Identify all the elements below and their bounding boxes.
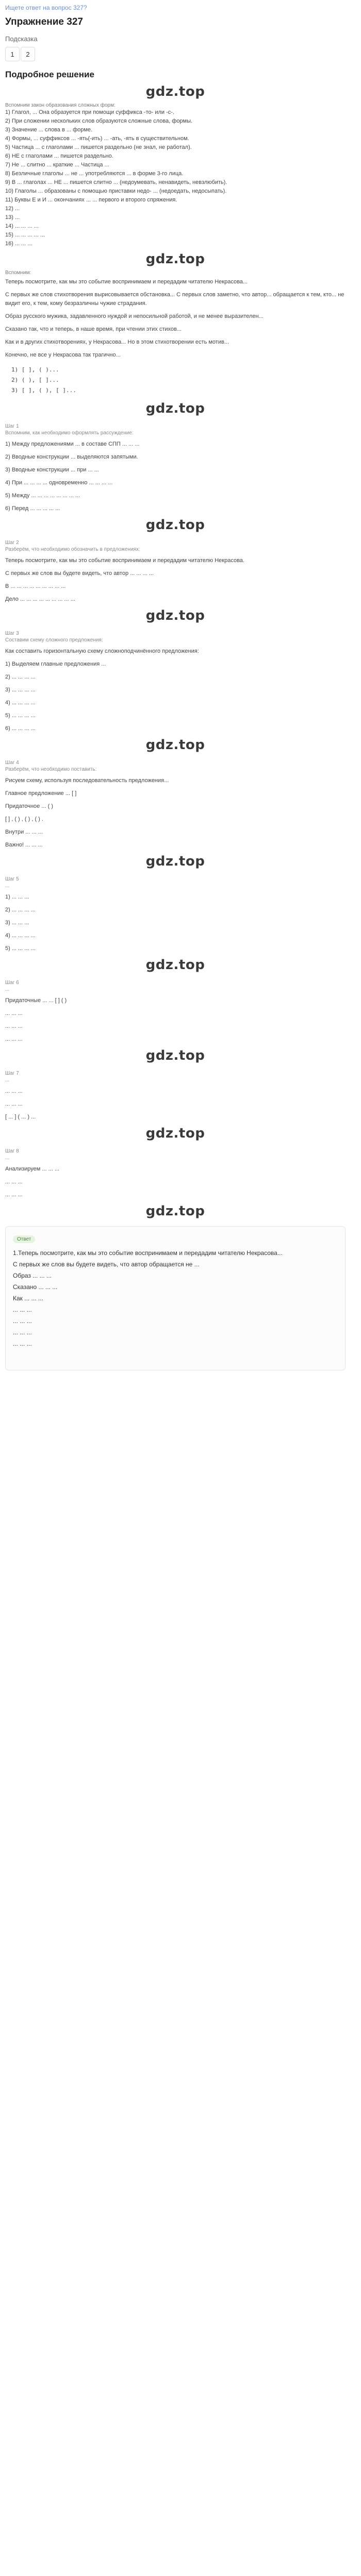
step-paragraph: Анализируем ... ... ... xyxy=(5,1166,60,1172)
rule-line: 15) ... ... ... ... ... xyxy=(5,232,45,238)
step-label: Шаг 5 xyxy=(5,876,19,882)
step-paragraph: ... ... ... xyxy=(5,1179,23,1185)
scheme-line: 3) [ ], ( ), [ ]... xyxy=(11,387,76,394)
step-paragraph: ... ... ... xyxy=(5,1088,23,1094)
paragraph: Образ русского мужика, задавленного нуждой и непосильной работой, и не менее выразителен... xyxy=(5,313,264,319)
rule-line: 7) Не ... слитно ... краткие ... Частица ... xyxy=(5,162,109,168)
rule-line: 13) ... xyxy=(5,214,20,221)
part2-kicker: Вспомним: xyxy=(5,270,31,276)
watermark: gdz.top xyxy=(145,737,205,753)
step-paragraph: 1) ... ... ... xyxy=(5,894,29,900)
step-paragraph: Главное предложение ... [ ] xyxy=(5,790,77,796)
step-paragraph: В ... ... ... ... ... ... ... ... ... xyxy=(5,583,66,589)
answer-box xyxy=(5,1226,346,1370)
step-heading: ... xyxy=(5,1155,10,1161)
step-block xyxy=(5,631,346,753)
step-heading: Разберём, что необходимо обозначить в предложениях: xyxy=(5,547,140,552)
step-paragraph: [ ... ] ( ... ) ... xyxy=(5,1114,36,1120)
answer-lines xyxy=(13,1247,338,1349)
step-block xyxy=(5,1071,346,1141)
step-heading: Разберём, что необходимо поставить: xyxy=(5,767,97,772)
step-paragraph: ... ... ... xyxy=(5,1010,23,1016)
step-paragraph: Важно! ... ... ... xyxy=(5,842,43,848)
watermark: gdz.top xyxy=(145,1126,205,1141)
step-paragraph: 1) Выделяем главные предложения ... xyxy=(5,661,106,667)
step-block xyxy=(5,1148,346,1219)
hint-label: Подсказка xyxy=(5,35,38,43)
step-heading: ... xyxy=(5,987,10,992)
rule-line: 1) Глагол, ... Она образуется при помощи суффикса -то- или -с-. xyxy=(5,109,174,115)
part2-paras xyxy=(5,278,346,396)
page-title: Упражнение 327 xyxy=(5,16,83,27)
step-paragraph: Внутри ... ... ... xyxy=(5,829,43,835)
step-paragraph: 4) ... ... ... ... xyxy=(5,700,36,706)
watermark: gdz.top xyxy=(145,608,205,623)
scheme-line: 1) [ ], ( )... xyxy=(11,366,59,373)
answer-line: Как ... ... ... xyxy=(13,1295,43,1302)
step-label: Шаг 6 xyxy=(5,980,19,986)
rule-line: 3) Значение ... слова в ... форме. xyxy=(5,127,93,133)
step-label: Шаг 2 xyxy=(5,540,19,546)
rule-line: 12) ... xyxy=(5,206,20,212)
answer-line: Образ ... ... ... xyxy=(13,1272,52,1279)
step-block xyxy=(5,760,346,869)
part1-lines xyxy=(5,108,346,248)
scheme-line: 2) ( ), [ ]... xyxy=(11,377,59,383)
rule-line: 6) НЕ с глаголами ... пишется раздельно. xyxy=(5,153,113,159)
step-label: Шаг 3 xyxy=(5,631,19,636)
answer-line: ... ... ... xyxy=(13,1340,32,1347)
step-block xyxy=(5,423,346,533)
step-paragraph: 3) ... ... ... ... xyxy=(5,687,36,693)
step-paragraph: 5) Между ... ... ... ... ... ... ... ... xyxy=(5,493,80,499)
pager xyxy=(5,47,346,61)
watermark: gdz.top xyxy=(145,854,205,869)
paragraph: Как и в других стихотворениях, у Некрасова... Но в этом стихотворении есть мотив... xyxy=(5,339,229,345)
step-paragraph: Дело ... ... ... ... ... ... ... ... ... xyxy=(5,596,75,602)
step-paragraph: Теперь посмотрите, как мы это событие воспринимаем и передадим читателю Некрасова. xyxy=(5,557,244,564)
answer-line: ... ... ... xyxy=(13,1306,32,1313)
step-paragraph: 2) ... ... ... ... xyxy=(5,907,36,913)
step-label: Шаг 8 xyxy=(5,1148,19,1154)
step-label: Шаг 4 xyxy=(5,760,19,766)
step-label: Шаг 1 xyxy=(5,423,19,429)
step-paragraph: 5) ... ... ... ... xyxy=(5,713,36,719)
step-paragraph: Как составить горизонтальную схему сложноподчинённого предложения: xyxy=(5,648,199,654)
rule-line: 2) При сложении нескольких слов образуются сложные слова, формы. xyxy=(5,118,193,124)
steps xyxy=(5,423,346,1219)
step-paragraph: ... ... ... xyxy=(5,1192,23,1198)
rule-line: 4) Формы, ... суффиксов ... -ять(-ить) ... -ать, -ять в существительном. xyxy=(5,135,189,142)
step-paragraph: 1) Между предложениями ... в составе СПП ... ... ... xyxy=(5,441,140,447)
step-label: Шаг 7 xyxy=(5,1071,19,1076)
step-paragraph: ... ... ... xyxy=(5,1023,23,1029)
watermark: gdz.top xyxy=(145,1204,205,1219)
step-paragraph: ... ... ... xyxy=(5,1036,23,1042)
answer-line: ... ... ... xyxy=(13,1329,32,1336)
answer-line: Сказано ... ... ... xyxy=(13,1283,58,1291)
paragraph: Сказано так, что и теперь, в наше время, при чтении этих стихов... xyxy=(5,326,182,332)
step-paragraph: Рисуем схему, используя последовательность предложения... xyxy=(5,777,169,784)
rule-line: 10) Глаголы ... образованы с помощью приставки недо- ... (недоедать, недосыпать). xyxy=(5,188,227,194)
rule-line: 5) Частица ... с глаголами ... пишется раздельно (не знал, не работал). xyxy=(5,144,192,150)
step-paragraph: 4) ... ... ... ... xyxy=(5,933,36,939)
paragraph: Конечно, не все у Некрасова так трагично... xyxy=(5,352,121,358)
answer-line: 1.Теперь посмотрите, как мы это событие воспринимаем и передадим читателю Некрасова... xyxy=(13,1249,283,1257)
step-paragraph: 4) При ... ... ... ... одновременно ... ... ... ... xyxy=(5,480,113,486)
rule-line: 16) ... ... ... xyxy=(5,241,32,247)
rule-line: 8) Безличные глаголы ... не ... употребляются ... в форме 3-го лица. xyxy=(5,171,184,177)
step-paragraph: [ ] , ( ) , ( ) , ( ) . xyxy=(5,816,43,822)
step-block xyxy=(5,540,346,623)
step-paragraph: 6) ... ... ... ... xyxy=(5,725,36,732)
page-2-button[interactable]: 2 xyxy=(21,47,35,61)
answer-line: С первых же слов вы будете видеть, что автор обращается не ... xyxy=(13,1261,200,1268)
answer-tag: Ответ xyxy=(13,1235,35,1243)
part1-kicker: Вспомним закон образования сложных форм: xyxy=(5,103,116,108)
step-block xyxy=(5,980,346,1063)
step-heading: Составим схему сложного предложения: xyxy=(5,637,103,643)
answer-line: ... ... ... xyxy=(13,1317,32,1325)
step-paragraph: С первых же слов вы будете видеть, что автор ... ... ... ... xyxy=(5,570,154,577)
watermark: gdz.top xyxy=(145,1048,205,1063)
step-paragraph: 2) ... ... ... ... xyxy=(5,674,36,680)
step-paragraph: Придаточные ... ... [ ] ( ) xyxy=(5,997,67,1004)
step-paragraph: 5) ... ... ... ... xyxy=(5,945,36,952)
paragraph: С первых же слов стихотворения вырисовывается обстановка... С первых слов заметно, что автор... обращается к тем, кто... не видит его, к тем, кому безразличны чужие страдания. xyxy=(5,292,344,307)
step-paragraph: 2) Вводные конструкции ... выделяются запятыми. xyxy=(5,454,138,460)
sentence-scheme xyxy=(11,365,346,396)
step-paragraph: ... ... ... xyxy=(5,1101,23,1107)
watermark: gdz.top xyxy=(145,401,205,416)
page-1-button[interactable]: 1 xyxy=(5,47,20,61)
rule-line: 11) Буквы Е и И ... окончаниях ... ... первого и второго спряжения. xyxy=(5,197,177,203)
section-title: Подробное решение xyxy=(5,70,94,79)
rule-line: 14) ... ... ... ... xyxy=(5,223,39,229)
step-paragraph: 3) ... ... ... xyxy=(5,920,29,926)
watermark: gdz.top xyxy=(145,84,205,99)
rule-line: 9) В ... глаголах ... НЕ ... пишется слитно ... (недоумевать, ненавидеть, невзлюбить). xyxy=(5,179,227,185)
paragraph: Теперь посмотрите, как мы это событие воспринимаем и передадим читателю Некрасова... xyxy=(5,279,248,285)
step-block xyxy=(5,876,346,973)
watermark: gdz.top xyxy=(145,251,205,267)
question-link[interactable]: Ищете ответ на вопрос 327? xyxy=(5,4,87,11)
step-heading: ... xyxy=(5,883,10,889)
watermark: gdz.top xyxy=(145,957,205,973)
step-heading: ... xyxy=(5,1077,10,1083)
step-paragraph: Придаточное ... ( ) xyxy=(5,803,53,809)
watermark: gdz.top xyxy=(145,517,205,533)
step-paragraph: 3) Вводные конструкции ... при ... ... xyxy=(5,467,99,473)
step-paragraph: 6) Перед ... ... ... ... ... xyxy=(5,505,60,512)
step-heading: Вспомним, как необходимо оформлять рассуждение: xyxy=(5,430,134,436)
